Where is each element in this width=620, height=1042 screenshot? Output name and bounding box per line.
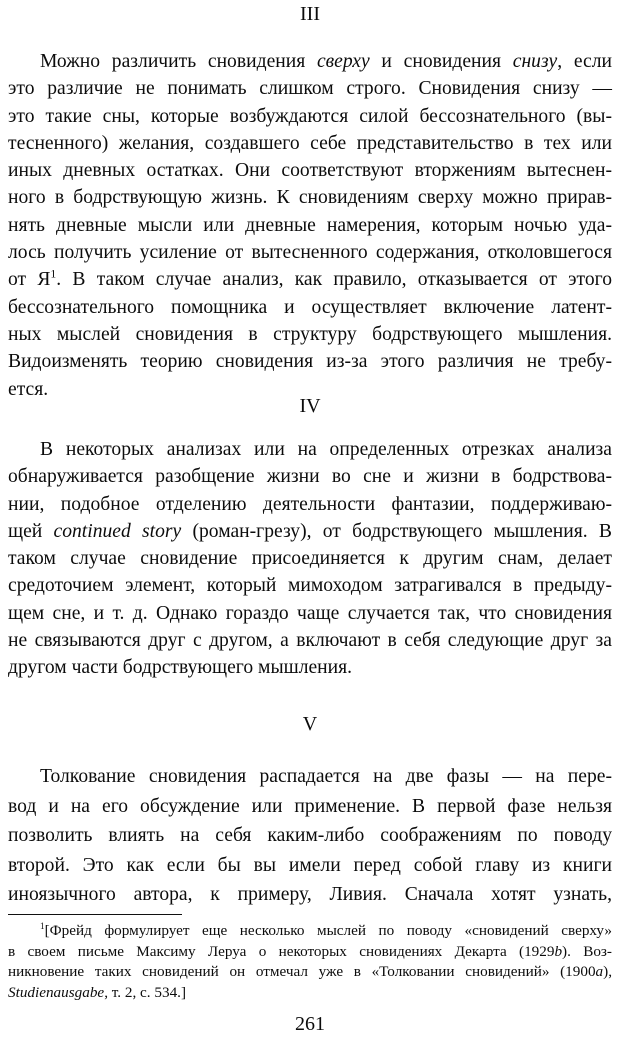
section-iii-paragraph <box>8 48 612 403</box>
text-line: обнаруживается разобщение жизни во сне и жизни в бодрствова- <box>8 466 612 488</box>
text-line: лось получить усиление от вытесненного содержания, отколовшегося <box>8 242 612 264</box>
footnote <box>8 921 612 1003</box>
text-line: ется. <box>8 378 49 400</box>
text-line: В некоторых анализах или на определенных отрезках анализа <box>40 439 612 460</box>
text-line: второй. Это как если бы вы имели перед собой главу из книги <box>8 854 612 876</box>
text-line: щем сне, и т. д. Однако гораздо чаще случается так, что сновидения <box>8 602 612 624</box>
text-line: нии, подобное отделению деятельности фантазии, поддерживаю- <box>8 493 612 515</box>
text-line: Видоизменять теорию сновидения из-за этого различия не требу- <box>8 351 612 373</box>
section-heading-iii: III <box>300 3 320 25</box>
section-v-paragraph <box>8 762 612 910</box>
text-line: бессознательного помощника и осуществляет включение латент- <box>8 296 612 318</box>
text-line: нять дневные мысли или дневные намерения, которым ночью уда- <box>8 214 612 236</box>
section-heading-v: V <box>302 713 318 735</box>
text-line: от $Я^1$. В таком случае анализ, как правило, отказывается от этого <box>8 267 612 291</box>
text-line: ных мыслей сновидения в структуру бодрствующего мышления. <box>8 323 612 345</box>
section-heading-iv: IV <box>299 395 321 417</box>
page-number: 261 <box>295 1013 325 1035</box>
text-line: позволить влиять на себя каким-либо соображениям по поводу <box>8 825 612 846</box>
text-line: вод и на его обсуждение или применение. В первой фазе нельзя <box>8 795 612 817</box>
text-line: иноязычного автора, к примеру, Ливия. Сначала хотят узнать, <box>8 884 612 905</box>
footnote-line: никновение таких сновидений он отмечал уже в «Толковании сновидений» (1900a), <box>8 963 612 980</box>
footnote-divider <box>8 914 182 915</box>
text-line: щей continued story (роман-грезу), от бодрствующего мышления. В <box>8 520 612 542</box>
text-line: Толкование сновидения распадается на две фазы — на пере- <box>40 766 612 787</box>
text-line: тесненного) желания, создавшего себе представительство в тех или <box>8 132 612 154</box>
footnote-line: Studienausgabe, т. 2, с. 534.] <box>8 983 187 1001</box>
text-line: средоточием элемент, который мимоходом затрагивался в предыду- <box>8 575 612 597</box>
text-line: таком случае сновидение присоединяется к другим снам, делает <box>8 548 612 570</box>
text-line: иных дневных остатках. Они соответствуют вторжениям вытеснен- <box>8 160 612 182</box>
footnote-line: $^1$[Фрейд формулирует еще несколько мыслей по поводу «сновидений сверху» <box>40 920 612 939</box>
text-line: Можно различить сновидения сверху и сновидения снизу, если <box>40 51 612 72</box>
text-line: другом части бодрствующего мышления. <box>8 657 353 679</box>
text-line: ного в бодрствующую жизнь. К сновидениям сверху можно прирав- <box>8 187 612 209</box>
footnote-line: в своем письме Максиму Леруа о некоторых сновидениях Декарта (1929b). Воз- <box>8 942 612 960</box>
text-line: не связываются друг с другом, а включают в себя следующие друг за <box>8 630 612 652</box>
section-iv-paragraph <box>8 436 612 682</box>
text-line: это такие сны, которые возбуждаются силой бессознательного (вы- <box>8 105 612 127</box>
text-line: это различие не понимать слишком строго. Сновидения снизу — <box>8 78 612 100</box>
